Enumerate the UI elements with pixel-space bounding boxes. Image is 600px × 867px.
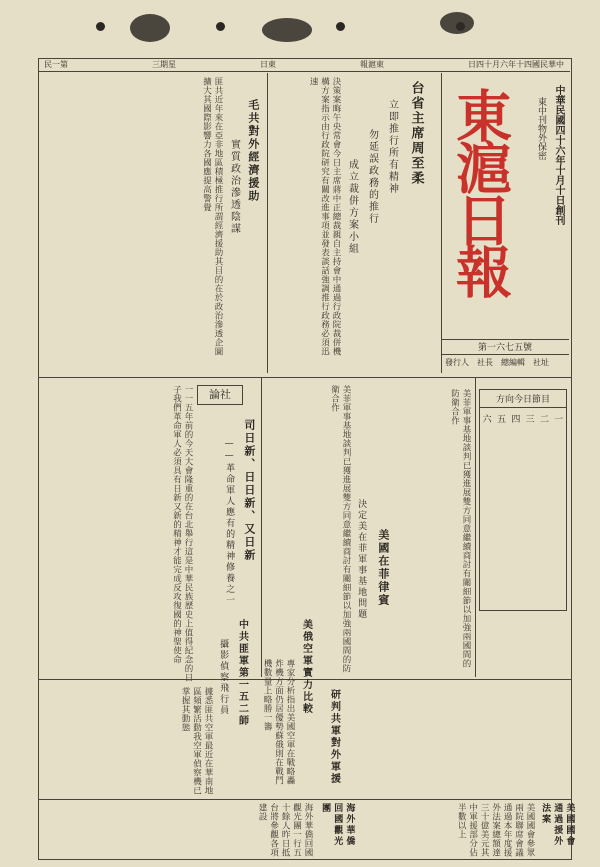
section-divider: [39, 799, 571, 800]
lower-headline-3: 研判共軍對外軍援: [328, 689, 340, 785]
program-item: 三: [525, 415, 535, 425]
staff-entry: 社長: [477, 358, 493, 367]
masthead-subtitle: 東中刊物外保密: [536, 97, 546, 160]
ink-stain: [440, 12, 474, 34]
ink-stain: [262, 18, 312, 42]
header-weekday: 三期星: [152, 60, 176, 69]
lower-body-2: 專家分析指出美國空軍在戰略轟炸機方面仍居優勢蘇俄則在戰鬥機數量上略勝一籌: [262, 659, 295, 785]
lead-body: 決策案晦午央常會今日主席蔣中正總裁親自主持會中通過行政院裁併機構方案指示由行政院研究有關改進事項並發表談話強調推行政務必須迅速: [308, 77, 341, 356]
header-paper: 報滬東: [360, 60, 384, 69]
header-region: 日東: [260, 60, 276, 69]
editorial-label: 論社: [197, 385, 243, 405]
masthead-date-line: 中華民國四十六年十月十日創刊: [553, 85, 564, 225]
header-date: 日四十月六年十四國民華中: [468, 60, 564, 69]
program-item: 六: [482, 415, 492, 425]
bottom-headline-1: 美國國會通過援外法案: [540, 803, 575, 847]
newspaper-page: [38, 58, 575, 860]
program-item: 一: [554, 415, 564, 425]
section-divider: [39, 377, 571, 378]
binding-hole: [336, 22, 345, 31]
staff-entry: 發行人: [445, 358, 469, 367]
lower-headline-2: 美俄空軍實力比較: [300, 619, 312, 715]
right-column-body: 美菲軍事基地談判已獲進展雙方同意繼續商討有關細節以加強兩國間的防衛合作: [449, 389, 471, 668]
program-box-title: 方向今日節目: [480, 390, 566, 408]
binding-hole: [96, 22, 105, 31]
staff-entry: 總編輯: [501, 358, 525, 367]
editorial-title: 司日新、日日新、又日新: [242, 419, 256, 562]
program-item: 五: [496, 415, 506, 425]
lower-headline-1: 中共匪軍第一五二師: [236, 619, 248, 727]
program-item: 四: [511, 415, 521, 425]
foreign-headline: 毛共對外經濟援助: [246, 99, 260, 203]
masthead-title: 東滬日報: [447, 87, 513, 295]
lead-subhead-3: 成立裁併方案小組: [346, 159, 358, 255]
column-divider: [267, 73, 268, 373]
lower-body-1: 據悉匪共空軍最近在華南地區頻繁活動我空軍偵察機已掌握其動態: [180, 687, 213, 795]
ink-stain: [130, 14, 170, 42]
bottom-body-1: 美國國會參眾兩院聯席會議通過本年度援外法案總額達三十億美元其中軍援部分佔半數以上: [456, 803, 535, 857]
bottom-headline-2: 海外華僑回國觀光團: [320, 803, 355, 847]
program-item: 二: [539, 415, 549, 425]
bottom-body-2: 海外華僑回國觀光團一行五十餘人昨日抵台將參觀各項建設: [257, 803, 313, 857]
right-headline: 美國在菲律賓: [376, 529, 390, 607]
right-body: 美菲軍事基地談判已獲進展雙方同意繼續商討有關細節以加強兩國間的防衛合作: [329, 385, 351, 673]
foreign-subhead: 實質政治滲透陰謀: [228, 139, 240, 235]
lower-subhead-1: 攝影偵察飛行員: [218, 639, 229, 716]
binding-hole: [216, 22, 225, 31]
foreign-body: 匪共近年來在亞非地區積極推行所謂經濟援助其目的在於政治滲透企圖擴大其國際影響力各國應提高警覺: [201, 77, 223, 356]
staff-entry: 社址: [533, 358, 549, 367]
editorial-subtitle: ——革命軍人應有的精神修養之一: [224, 439, 235, 606]
program-box: [479, 389, 567, 611]
lead-subhead-1: 立即推行所有精神: [386, 99, 398, 195]
lead-subhead-2: 勿延誤政務的推行: [366, 129, 378, 225]
masthead-issue: 第一六七五號: [441, 339, 569, 355]
masthead-divider: [441, 73, 442, 373]
header-section: 民一第: [44, 60, 68, 69]
editorial-body: 一一五年前的今天大會隆重的在台北舉行這是中華民族歷史上值得紀念的日子我們革命軍人必須具有日新又新的精神才能完成反攻復國的神聖使命: [171, 385, 193, 682]
lead-headline: 台省主席周至柔: [408, 81, 424, 186]
column-divider: [475, 377, 476, 677]
column-divider: [261, 377, 262, 677]
masthead: [441, 77, 569, 377]
right-subhead: 決定美在菲軍事基地問題: [356, 499, 367, 620]
